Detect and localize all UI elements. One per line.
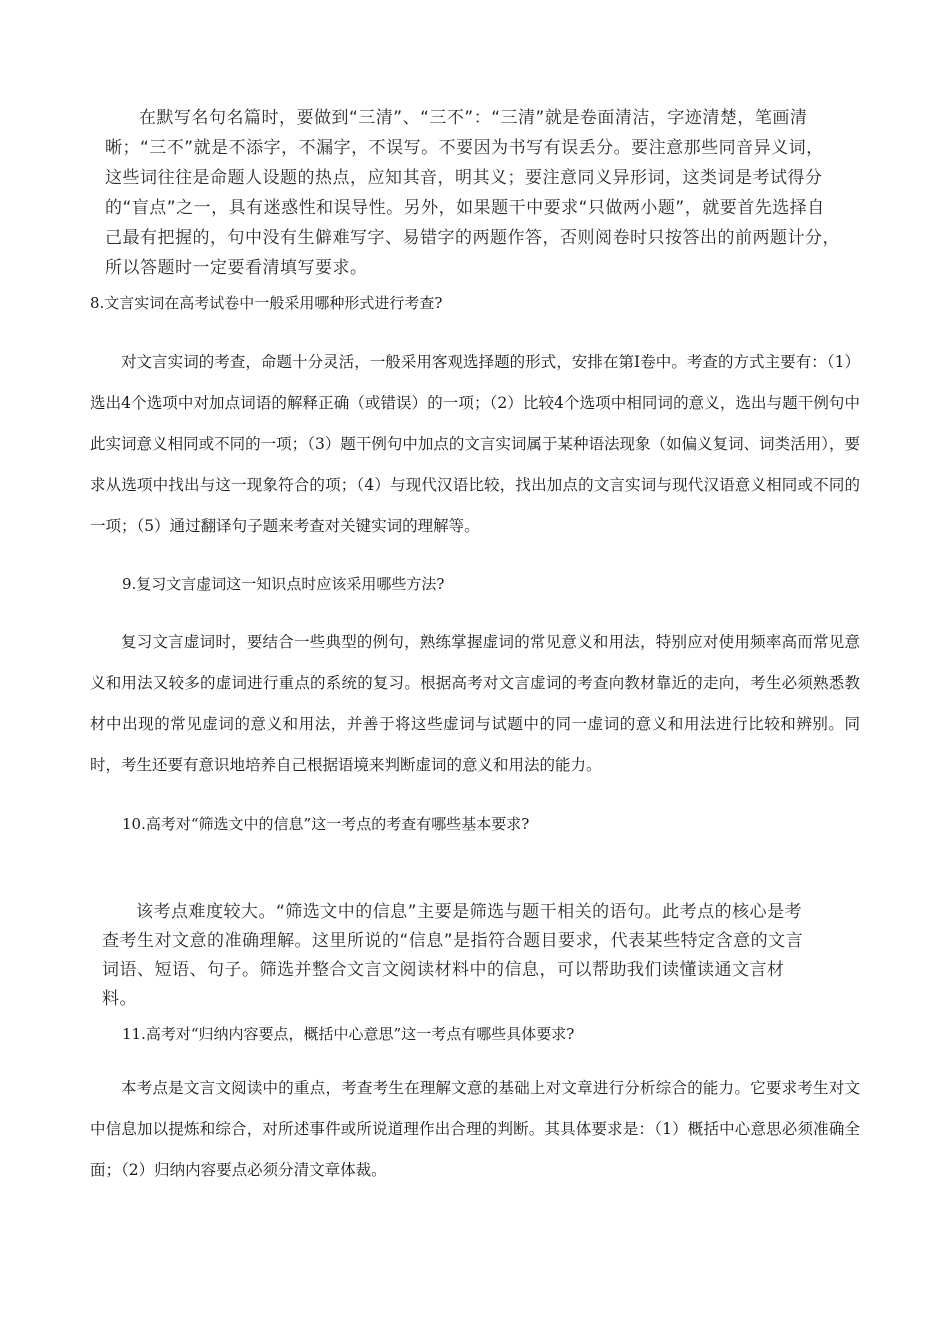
question-9-answer [90, 622, 860, 786]
question-8-answer-text: 对文言实词的考查，命题十分灵活，一般采用客观选择题的形式，安排在第Ⅰ卷中。考查的方式主要有：（1）选出4个选项中对加点词语的解释正确（或错误）的一项；（2）比较4个选项中相同词的意义，选出与题干例句中此实词意义相同或不同的一项；（3）题干例句中加点的文言实词属于某种语法现象（如偏义复词、词类活用），要求从选项中找出与这一现象符合的项；（4）与现代汉语比较，找出加点的文言实词与现代汉语意义相同或不同的一项；（5）通过翻译句子题来考查对关键实词的理解等。 [90, 353, 860, 535]
question-11-answer-text: 本考点是文言文阅读中的重点，考查考生在理解文意的基础上对文章进行分析综合的能力。它要求考生对文中信息加以提炼和综合，对所述事件或所说道理作出合理的判断。其具体要求是：（1）概括中心意思必须准确全面；（2）归纳内容要点必须分清文章体裁。 [90, 1079, 860, 1179]
scanned-paragraph-2 [102, 898, 808, 1014]
scanned-paragraph-2-text: 该考点难度较大。“筛选文中的信息”主要是筛选与题干相关的语句。此考点的核心是考查考生对文意的准确理解。这里所说的“信息”是指符合题目要求，代表某些特定含意的文言词语、短语、句子。筛选并整合文言文阅读材料中的信息，可以帮助我们读懂读通文言材料。 [102, 902, 804, 1009]
question-8-answer [90, 342, 860, 547]
question-8-title: 8.文言实词在高考试卷中一般采用哪种形式进行考查? [90, 294, 443, 312]
question-10-title: 10.高考对“筛选文中的信息”这一考点的考查有哪些基本要求? [122, 815, 530, 833]
question-9-title: 9.复习文言虚词这一知识点时应该采用哪些方法? [122, 575, 445, 593]
question-11-title: 11.高考对“归纳内容要点，概括中心意思”这一考点有哪些具体要求? [122, 1025, 575, 1043]
scanned-paragraph-1-text: 在默写名句名篇时，要做到“三清”、“三不”：“三清”就是卷面清洁，字迹清楚，笔画清晰；“三不”就是不添字，不漏字，不误写。不要因为书写有误丢分。要注意那些同音异义词，这些词往往是命题人设题的热点，应知其音，明其义；要注意同义异形词，这类词是考试得分的“盲点”之一，具有迷惑性和误导性。另外，如果题干中要求“只做两小题”，就要首先选择自己最有把握的，句中没有生僻难写字、易错字的两题作答，否则阅卷时只按答出的前两题计分，所以答题时一定要看清填写要求。 [105, 108, 840, 278]
scanned-paragraph-1 [105, 103, 840, 283]
question-11-answer [90, 1068, 860, 1191]
question-9-answer-text: 复习文言虚词时，要结合一些典型的例句，熟练掌握虚词的常见意义和用法，特别应对使用频率高而常见意义和用法又较多的虚词进行重点的系统的复习。根据高考对文言虚词的考查向教材靠近的走向，考生必须熟悉教材中出现的常见虚词的意义和用法，并善于将这些虚词与试题中的同一虚词的意义和用法进行比较和辨别。同时，考生还要有意识地培养自己根据语境来判断虚词的意义和用法的能力。 [90, 633, 860, 774]
